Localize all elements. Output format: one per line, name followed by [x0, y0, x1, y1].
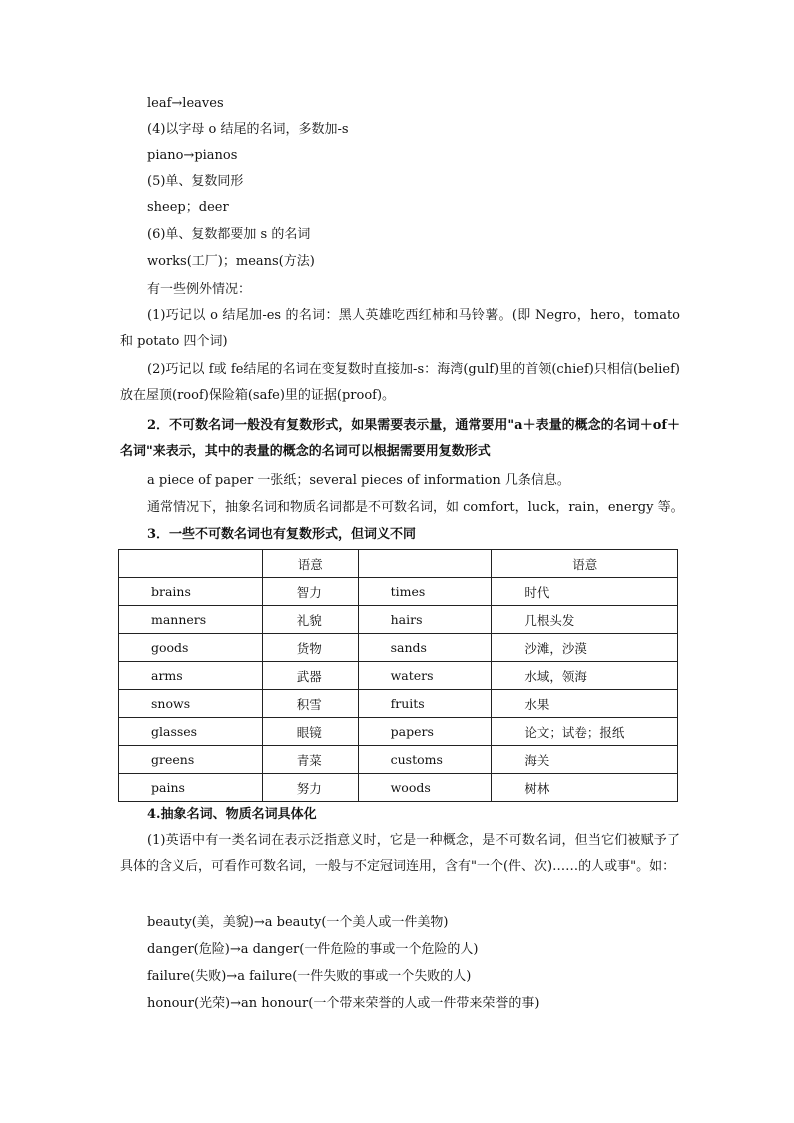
header-cell: 语意 — [492, 550, 678, 578]
table-cell: hairs — [358, 606, 492, 634]
table-cell: snows — [119, 690, 263, 718]
exception-paragraph-1: (1)巧记以 o 结尾加-es 的名词：黑人英雄吃西红柿和马铃薯。(即 Negro，hero，tomato 和 potato 四个词) — [120, 308, 680, 349]
vocabulary-table — [118, 549, 678, 802]
table-cell: 武器 — [262, 662, 358, 690]
text-line: leaf→leaves — [147, 96, 224, 111]
example-line: beauty(美，美貌)→a beauty(一个美人或一件美物) — [147, 915, 449, 930]
table-cell: 眼镜 — [262, 718, 358, 746]
section-3-heading: 3．一些不可数名词也有复数形式，但词义不同 — [147, 527, 417, 542]
table-cell: 青菜 — [262, 746, 358, 774]
exception-paragraph-2: (2)巧记以 f或 fe结尾的名词在变复数时直接加-s：海湾(gulf)里的首领(chief)只相信(belief)放在屋顶(roof)保险箱(safe)里的证据(proof)。 — [120, 362, 680, 403]
table-cell: 海关 — [492, 746, 678, 774]
example-line: failure(失败)→a failure(一件失败的事或一个失败的人) — [147, 969, 472, 984]
table-row — [119, 690, 678, 718]
table-row — [119, 634, 678, 662]
table-cell: fruits — [358, 690, 492, 718]
header-cell — [119, 550, 263, 578]
table-row — [119, 718, 678, 746]
text-line: (6)单、复数都要加 s 的名词 — [147, 227, 311, 242]
table-cell: times — [358, 578, 492, 606]
table-cell: 树林 — [492, 774, 678, 802]
section-2-heading: 2．不可数名词一般没有复数形式，如果需要表示量，通常要用"a＋表量的概念的名词＋of＋名词"来表示，其中的表量的概念的名词可以根据需要用复数形式 — [120, 418, 680, 459]
table-row — [119, 578, 678, 606]
table-cell: 努力 — [262, 774, 358, 802]
table-cell: 沙滩，沙漠 — [492, 634, 678, 662]
table-cell: greens — [119, 746, 263, 774]
table-cell: arms — [119, 662, 263, 690]
table-cell: manners — [119, 606, 263, 634]
table-cell: 时代 — [492, 578, 678, 606]
text-line: works(工厂)；means(方法) — [147, 254, 315, 269]
table-row — [119, 606, 678, 634]
table-row — [119, 774, 678, 802]
table-cell: 积雪 — [262, 690, 358, 718]
table-cell: sands — [358, 634, 492, 662]
table-cell: waters — [358, 662, 492, 690]
text-line: (5)单、复数同形 — [147, 174, 244, 189]
table-cell: brains — [119, 578, 263, 606]
table-cell: 论文；试卷；报纸 — [492, 718, 678, 746]
table-cell: 水域，领海 — [492, 662, 678, 690]
note-line: 通常情况下，抽象名词和物质名词都是不可数名词，如 comfort，luck，rain，energy 等。 — [147, 500, 684, 515]
table-cell: papers — [358, 718, 492, 746]
header-cell — [358, 550, 492, 578]
table-cell: 几根头发 — [492, 606, 678, 634]
example-line: danger(危险)→a danger(一件危险的事或一个危险的人) — [147, 942, 479, 957]
table-cell: woods — [358, 774, 492, 802]
example-line: a piece of paper 一张纸；several pieces of information 几条信息。 — [147, 473, 570, 488]
section-4-paragraph: (1)英语中有一类名词在表示泛指意义时，它是一种概念，是不可数名词，但当它们被赋予了具体的含义后，可看作可数名词，一般与不定冠词连用，含有"一个(件、次)……的人或事"。如： — [120, 833, 680, 874]
table-cell: 礼貌 — [262, 606, 358, 634]
text-line: 有一些例外情况： — [147, 282, 252, 297]
table-cell: glasses — [119, 718, 263, 746]
table-row — [119, 746, 678, 774]
table-row — [119, 662, 678, 690]
table-header-row — [119, 550, 678, 578]
table-cell: 水果 — [492, 690, 678, 718]
text-line: sheep；deer — [147, 200, 229, 215]
example-line: honour(光荣)→an honour(一个带来荣誉的人或一件带来荣誉的事) — [147, 996, 540, 1011]
table-cell: 货物 — [262, 634, 358, 662]
section-4-heading: 4.抽象名词、物质名词具体化 — [147, 807, 317, 822]
table-cell: 智力 — [262, 578, 358, 606]
text-line: piano→pianos — [147, 148, 238, 163]
text-line: (4)以字母 o 结尾的名词，多数加-s — [147, 122, 349, 137]
table-cell: customs — [358, 746, 492, 774]
header-cell: 语意 — [262, 550, 358, 578]
table-cell: goods — [119, 634, 263, 662]
table-cell: pains — [119, 774, 263, 802]
